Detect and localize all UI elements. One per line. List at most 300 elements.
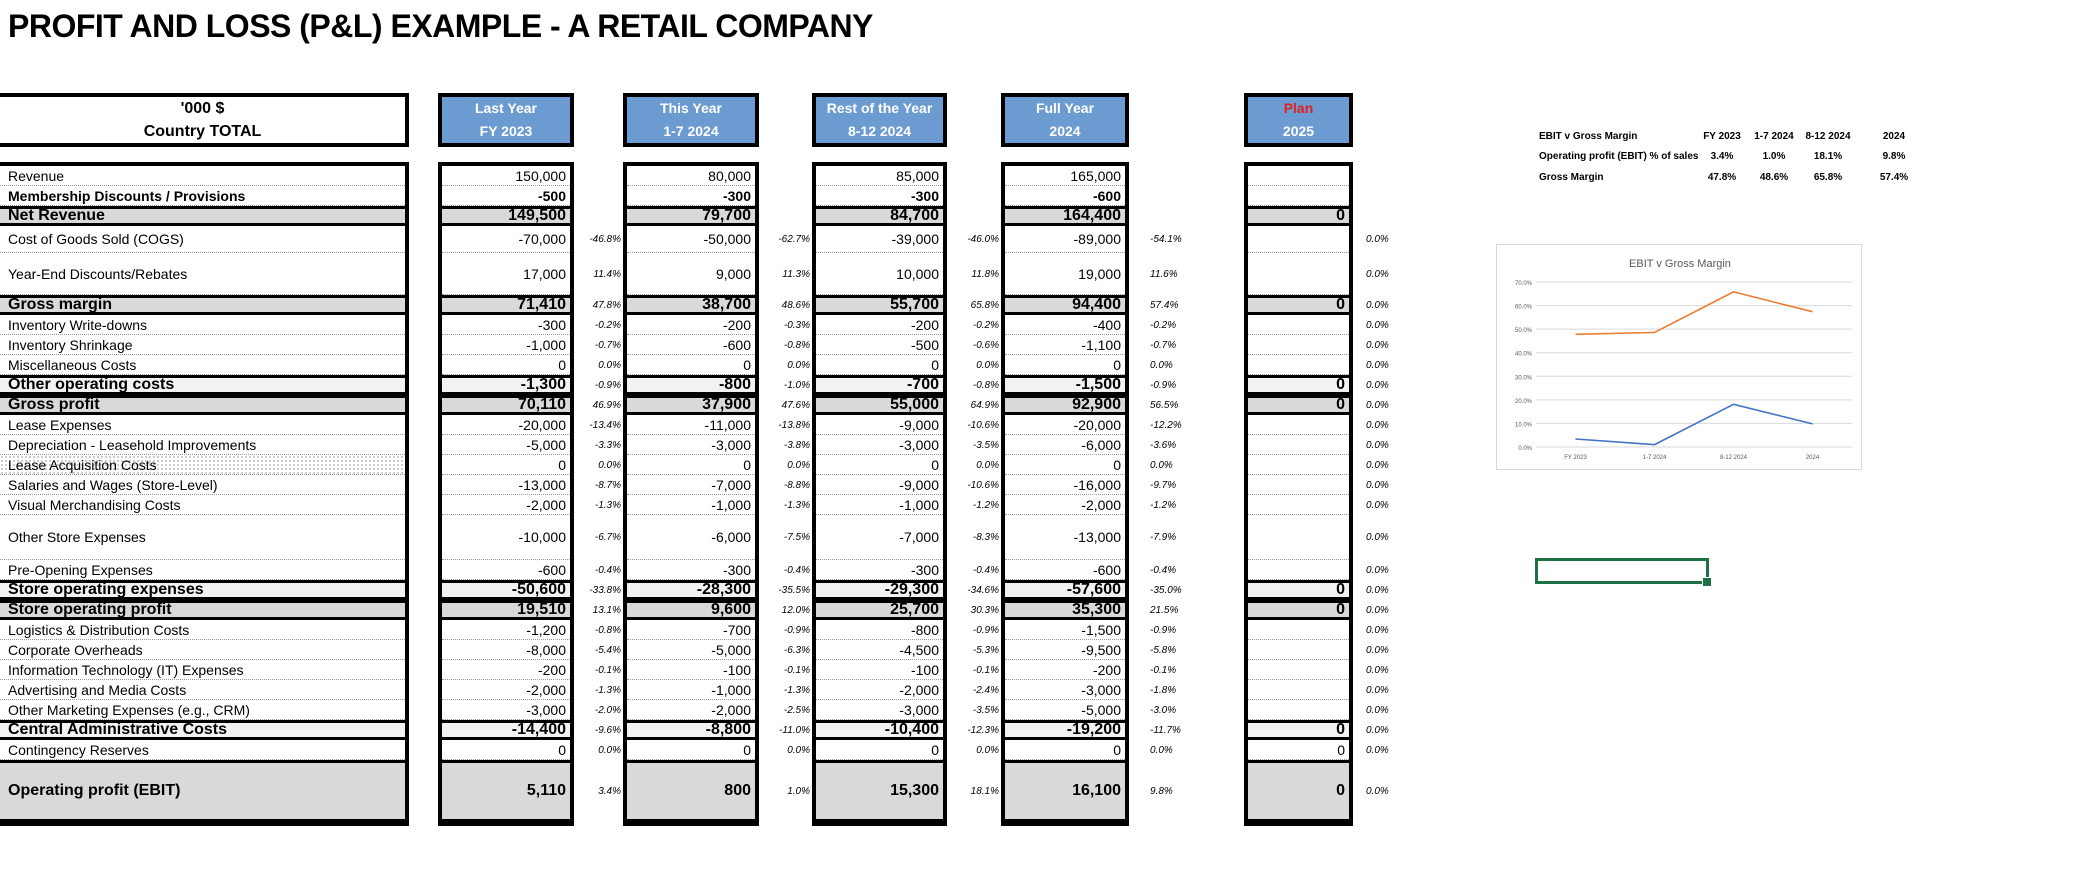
value-cell[interactable]: -300	[816, 186, 943, 206]
percent-cell[interactable]: 0.0%	[787, 744, 810, 756]
row-label[interactable]: Corporate Overheads	[0, 640, 405, 660]
value-cell[interactable]: 85,000	[816, 166, 943, 186]
percent-cell[interactable]: 0.0%	[1366, 532, 1389, 543]
summary-title[interactable]: EBIT v Gross Margin	[1539, 131, 1638, 142]
percent-cell[interactable]: 0.0%	[1366, 564, 1389, 576]
percent-cell[interactable]: -2.5%	[783, 704, 810, 716]
percent-cell[interactable]: -0.9%	[972, 624, 999, 636]
value-cell[interactable]	[1248, 186, 1349, 206]
row-label[interactable]: Other operating costs	[0, 375, 405, 395]
value-cell[interactable]: -1,000	[627, 495, 755, 515]
value-cell[interactable]: 164,400	[1005, 206, 1125, 226]
percent-cell[interactable]: -0.2%	[972, 319, 999, 331]
percent-cell[interactable]: -0.1%	[594, 664, 621, 676]
percent-cell[interactable]: 0.0%	[976, 359, 999, 371]
percent-cell[interactable]: 0.0%	[1366, 744, 1389, 756]
value-cell[interactable]: -10,000	[442, 515, 570, 560]
value-cell[interactable]: 37,900	[627, 395, 755, 415]
row-label[interactable]: Depreciation - Leasehold Improvements	[0, 435, 405, 455]
percent-cell[interactable]: 65.8%	[970, 299, 999, 311]
percent-cell[interactable]: 0.0%	[1366, 704, 1389, 716]
value-cell[interactable]: -3,000	[816, 700, 943, 720]
value-cell[interactable]: 0	[1248, 206, 1349, 226]
percent-cell[interactable]: 0.0%	[598, 359, 621, 371]
percent-cell[interactable]: -3.3%	[594, 439, 621, 451]
value-cell[interactable]: -9,000	[816, 475, 943, 495]
percent-cell[interactable]: -1.3%	[783, 499, 810, 511]
percent-cell[interactable]: 9.8%	[1150, 785, 1173, 797]
percent-cell[interactable]: 11.4%	[593, 268, 621, 280]
percent-cell[interactable]: 30.3%	[970, 604, 999, 616]
percent-cell[interactable]: 0.0%	[1150, 359, 1173, 371]
summary-value[interactable]: 3.4%	[1710, 151, 1734, 162]
percent-cell[interactable]: 64.9%	[970, 399, 999, 411]
value-cell[interactable]: -20,000	[1005, 415, 1125, 435]
percent-cell[interactable]: 56.5%	[1150, 399, 1179, 411]
value-cell[interactable]	[1248, 226, 1349, 253]
chart[interactable]	[1496, 244, 1862, 470]
summary-value[interactable]: 18.1%	[1813, 151, 1843, 162]
selected-cell[interactable]	[1535, 558, 1709, 584]
row-label[interactable]: Visual Merchandising Costs	[0, 495, 405, 515]
value-cell[interactable]: -700	[816, 375, 943, 395]
summary-row-label[interactable]: Gross Margin	[1539, 172, 1604, 183]
value-cell[interactable]: -600	[442, 560, 570, 580]
value-cell[interactable]: 35,300	[1005, 600, 1125, 620]
value-cell[interactable]: -2,000	[627, 700, 755, 720]
percent-cell[interactable]: -3.6%	[1150, 439, 1177, 451]
percent-cell[interactable]: -0.7%	[1150, 339, 1177, 351]
row-label[interactable]: Membership Discounts / Provisions	[0, 186, 405, 206]
value-cell[interactable]: -8,000	[442, 640, 570, 660]
value-cell[interactable]: 70,110	[442, 395, 570, 415]
percent-cell[interactable]: -0.9%	[1150, 624, 1177, 636]
value-cell[interactable]: -5,000	[627, 640, 755, 660]
percent-cell[interactable]: 0.0%	[1366, 604, 1389, 616]
percent-cell[interactable]: -0.1%	[972, 664, 999, 676]
summary-value[interactable]: 1.0%	[1762, 151, 1786, 162]
value-cell[interactable]: -9,000	[816, 415, 943, 435]
percent-cell[interactable]: 0.0%	[1150, 459, 1173, 471]
percent-cell[interactable]: 0.0%	[1366, 499, 1389, 511]
value-cell[interactable]: -200	[442, 660, 570, 680]
percent-cell[interactable]: 0.0%	[1366, 684, 1389, 696]
value-cell[interactable]: -600	[627, 335, 755, 355]
value-cell[interactable]: -2,000	[442, 495, 570, 515]
percent-cell[interactable]: 0.0%	[1366, 664, 1389, 676]
value-cell[interactable]: -300	[627, 186, 755, 206]
value-cell[interactable]: 92,900	[1005, 395, 1125, 415]
percent-cell[interactable]: -6.3%	[783, 644, 810, 656]
row-label[interactable]: Lease Expenses	[0, 415, 405, 435]
value-cell[interactable]: -1,000	[816, 495, 943, 515]
value-cell[interactable]: -1,000	[442, 335, 570, 355]
value-cell[interactable]: -1,500	[1005, 375, 1125, 395]
value-cell[interactable]: -600	[1005, 560, 1125, 580]
value-cell[interactable]: 5,110	[442, 760, 570, 822]
percent-cell[interactable]: -0.9%	[783, 624, 810, 636]
percent-cell[interactable]: 0.0%	[1366, 399, 1389, 411]
value-cell[interactable]: 0	[1248, 760, 1349, 822]
value-cell[interactable]: 10,000	[816, 253, 943, 295]
percent-cell[interactable]: -10.6%	[967, 419, 999, 431]
percent-cell[interactable]: -5.4%	[594, 644, 621, 656]
value-cell[interactable]: -8,800	[627, 720, 755, 740]
row-label[interactable]: Central Administrative Costs	[0, 720, 405, 740]
value-cell[interactable]	[1248, 700, 1349, 720]
value-cell[interactable]: -16,000	[1005, 475, 1125, 495]
percent-cell[interactable]: -9.6%	[594, 724, 621, 736]
percent-cell[interactable]: -0.4%	[783, 564, 810, 576]
value-cell[interactable]: -7,000	[816, 515, 943, 560]
percent-cell[interactable]: 18.1%	[970, 785, 999, 797]
row-label[interactable]: Salaries and Wages (Store-Level)	[0, 475, 405, 495]
percent-cell[interactable]: 0.0%	[1366, 785, 1389, 797]
percent-cell[interactable]: -34.6%	[967, 584, 999, 596]
percent-cell[interactable]: -0.2%	[594, 319, 621, 331]
value-cell[interactable]	[1248, 515, 1349, 560]
percent-cell[interactable]: -12.3%	[967, 724, 999, 736]
value-cell[interactable]: -6,000	[1005, 435, 1125, 455]
summary-row-label[interactable]: Operating profit (EBIT) % of sales	[1539, 151, 1699, 162]
percent-cell[interactable]: 0.0%	[1366, 479, 1389, 491]
value-cell[interactable]: -200	[816, 315, 943, 335]
percent-cell[interactable]: -1.0%	[783, 379, 810, 391]
percent-cell[interactable]: -7.9%	[1150, 532, 1177, 543]
percent-cell[interactable]: 0.0%	[1366, 319, 1389, 331]
value-cell[interactable]: 9,000	[627, 253, 755, 295]
value-cell[interactable]	[1248, 455, 1349, 475]
percent-cell[interactable]: 12.0%	[781, 604, 810, 616]
row-label[interactable]: Store operating expenses	[0, 580, 405, 600]
percent-cell[interactable]: -13.8%	[778, 419, 810, 431]
value-cell[interactable]: 0	[1248, 740, 1349, 760]
row-label[interactable]: Cost of Goods Sold (COGS)	[0, 226, 405, 253]
percent-cell[interactable]: -3.5%	[972, 439, 999, 451]
value-cell[interactable]: -1,200	[442, 620, 570, 640]
percent-cell[interactable]: 47.6%	[781, 399, 810, 411]
value-cell[interactable]: -89,000	[1005, 226, 1125, 253]
value-cell[interactable]: 19,510	[442, 600, 570, 620]
value-cell[interactable]: -800	[627, 375, 755, 395]
percent-cell[interactable]: -9.7%	[1150, 479, 1177, 491]
value-cell[interactable]	[1248, 640, 1349, 660]
value-cell[interactable]: 79,700	[627, 206, 755, 226]
value-cell[interactable]: 0	[1005, 455, 1125, 475]
value-cell[interactable]: 94,400	[1005, 295, 1125, 315]
percent-cell[interactable]: -54.1%	[1150, 234, 1182, 245]
value-cell[interactable]: -300	[627, 560, 755, 580]
percent-cell[interactable]: -8.3%	[972, 532, 999, 543]
percent-cell[interactable]: -0.9%	[594, 379, 621, 391]
row-label[interactable]: Other Store Expenses	[0, 515, 405, 560]
value-cell[interactable]: 0	[442, 455, 570, 475]
percent-cell[interactable]: -1.2%	[1150, 499, 1177, 511]
value-cell[interactable]	[1248, 620, 1349, 640]
value-cell[interactable]: -100	[627, 660, 755, 680]
value-cell[interactable]: -70,000	[442, 226, 570, 253]
value-cell[interactable]: 0	[627, 355, 755, 375]
percent-cell[interactable]: 0.0%	[598, 459, 621, 471]
percent-cell[interactable]: -3.5%	[972, 704, 999, 716]
percent-cell[interactable]: -0.8%	[783, 339, 810, 351]
value-cell[interactable]: -2,000	[1005, 495, 1125, 515]
value-cell[interactable]: -20,000	[442, 415, 570, 435]
row-label[interactable]: Other Marketing Expenses (e.g., CRM)	[0, 700, 405, 720]
summary-value[interactable]: 9.8%	[1882, 151, 1906, 162]
value-cell[interactable]: 0	[1005, 740, 1125, 760]
percent-cell[interactable]: 0.0%	[976, 459, 999, 471]
percent-cell[interactable]: 0.0%	[1366, 359, 1389, 371]
percent-cell[interactable]: -1.3%	[783, 684, 810, 696]
percent-cell[interactable]: 46.9%	[592, 399, 621, 411]
value-cell[interactable]: 25,700	[816, 600, 943, 620]
percent-cell[interactable]: -7.5%	[783, 532, 810, 543]
percent-cell[interactable]: 11.8%	[971, 268, 999, 280]
value-cell[interactable]: -13,000	[442, 475, 570, 495]
value-cell[interactable]: -11,000	[627, 415, 755, 435]
value-cell[interactable]: -3,000	[816, 435, 943, 455]
row-label[interactable]: Gross profit	[0, 395, 405, 415]
percent-cell[interactable]: 0.0%	[1366, 379, 1389, 391]
value-cell[interactable]: -5,000	[1005, 700, 1125, 720]
value-cell[interactable]	[1248, 680, 1349, 700]
row-label[interactable]: Miscellaneous Costs	[0, 355, 405, 375]
value-cell[interactable]: 0	[1248, 395, 1349, 415]
percent-cell[interactable]: -2.4%	[972, 684, 999, 696]
value-cell[interactable]: 9,600	[627, 600, 755, 620]
percent-cell[interactable]: 0.0%	[787, 459, 810, 471]
percent-cell[interactable]: -46.8%	[589, 234, 621, 245]
percent-cell[interactable]: -5.3%	[972, 644, 999, 656]
percent-cell[interactable]: -8.7%	[594, 479, 621, 491]
value-cell[interactable]: 0	[627, 740, 755, 760]
value-cell[interactable]: -100	[816, 660, 943, 680]
percent-cell[interactable]: 0.0%	[1366, 644, 1389, 656]
value-cell[interactable]	[1248, 253, 1349, 295]
percent-cell[interactable]: -12.2%	[1150, 419, 1182, 431]
value-cell[interactable]: 55,700	[816, 295, 943, 315]
percent-cell[interactable]: 11.6%	[1150, 268, 1178, 280]
summary-column-header[interactable]: 2024	[1882, 131, 1906, 142]
value-cell[interactable]	[1248, 166, 1349, 186]
value-cell[interactable]: -300	[442, 315, 570, 335]
percent-cell[interactable]: -0.9%	[1150, 379, 1177, 391]
value-cell[interactable]: -300	[816, 560, 943, 580]
percent-cell[interactable]: -33.8%	[589, 584, 621, 596]
row-label[interactable]: Inventory Write-downs	[0, 315, 405, 335]
percent-cell[interactable]: -10.6%	[967, 479, 999, 491]
value-cell[interactable]: 0	[442, 355, 570, 375]
value-cell[interactable]: 149,500	[442, 206, 570, 226]
row-label[interactable]: Advertising and Media Costs	[0, 680, 405, 700]
percent-cell[interactable]: 21.5%	[1150, 604, 1179, 616]
percent-cell[interactable]: -62.7%	[778, 234, 810, 245]
value-cell[interactable]: -600	[1005, 186, 1125, 206]
value-cell[interactable]: 38,700	[627, 295, 755, 315]
value-cell[interactable]: -700	[627, 620, 755, 640]
value-cell[interactable]: -4,500	[816, 640, 943, 660]
row-label[interactable]: Inventory Shrinkage	[0, 335, 405, 355]
percent-cell[interactable]: -1.2%	[972, 499, 999, 511]
value-cell[interactable]: -3,000	[627, 435, 755, 455]
value-cell[interactable]: 80,000	[627, 166, 755, 186]
value-cell[interactable]	[1248, 315, 1349, 335]
percent-cell[interactable]: 0.0%	[787, 359, 810, 371]
percent-cell[interactable]: 11.3%	[782, 268, 810, 280]
value-cell[interactable]	[1248, 495, 1349, 515]
value-cell[interactable]: 0	[1005, 355, 1125, 375]
value-cell[interactable]	[1248, 435, 1349, 455]
percent-cell[interactable]: -0.4%	[1150, 564, 1177, 576]
percent-cell[interactable]: 3.4%	[598, 785, 621, 797]
percent-cell[interactable]: -1.3%	[594, 499, 621, 511]
value-cell[interactable]: -10,400	[816, 720, 943, 740]
value-cell[interactable]: -1,100	[1005, 335, 1125, 355]
percent-cell[interactable]: 0.0%	[1366, 299, 1389, 311]
summary-column-header[interactable]: FY 2023	[1703, 131, 1741, 142]
value-cell[interactable]: -1,500	[1005, 620, 1125, 640]
value-cell[interactable]: 19,000	[1005, 253, 1125, 295]
row-label[interactable]: Gross margin	[0, 295, 405, 315]
percent-cell[interactable]: -0.6%	[972, 339, 999, 351]
value-cell[interactable]: 800	[627, 760, 755, 822]
value-cell[interactable]: -13,000	[1005, 515, 1125, 560]
value-cell[interactable]: 165,000	[1005, 166, 1125, 186]
summary-value[interactable]: 48.6%	[1759, 172, 1789, 183]
value-cell[interactable]: 0	[627, 455, 755, 475]
value-cell[interactable]	[1248, 560, 1349, 580]
row-label[interactable]: Pre-Opening Expenses	[0, 560, 405, 580]
percent-cell[interactable]: 0.0%	[1366, 439, 1389, 451]
percent-cell[interactable]: -3.0%	[1150, 704, 1177, 716]
value-cell[interactable]: -500	[816, 335, 943, 355]
value-cell[interactable]	[1248, 335, 1349, 355]
value-cell[interactable]: -29,300	[816, 580, 943, 600]
percent-cell[interactable]: 0.0%	[1366, 459, 1389, 471]
value-cell[interactable]: -14,400	[442, 720, 570, 740]
percent-cell[interactable]: -8.8%	[783, 479, 810, 491]
value-cell[interactable]: 0	[816, 740, 943, 760]
percent-cell[interactable]: 0.0%	[1366, 268, 1389, 280]
value-cell[interactable]	[1248, 475, 1349, 495]
percent-cell[interactable]: -0.3%	[783, 319, 810, 331]
percent-cell[interactable]: -11.0%	[779, 724, 810, 736]
percent-cell[interactable]: -0.2%	[1150, 319, 1177, 331]
value-cell[interactable]: -9,500	[1005, 640, 1125, 660]
percent-cell[interactable]: -46.0%	[967, 234, 999, 245]
row-label[interactable]: Contingency Reserves	[0, 740, 405, 760]
value-cell[interactable]: 55,000	[816, 395, 943, 415]
percent-cell[interactable]: -11.7%	[1150, 724, 1181, 736]
percent-cell[interactable]: -3.8%	[783, 439, 810, 451]
percent-cell[interactable]: -0.7%	[594, 339, 621, 351]
value-cell[interactable]: 150,000	[442, 166, 570, 186]
value-cell[interactable]: 0	[1248, 580, 1349, 600]
value-cell[interactable]: 84,700	[816, 206, 943, 226]
value-cell[interactable]: -1,000	[627, 680, 755, 700]
percent-cell[interactable]: 0.0%	[1366, 419, 1389, 431]
value-cell[interactable]: -28,300	[627, 580, 755, 600]
value-cell[interactable]: -2,000	[442, 680, 570, 700]
percent-cell[interactable]: -35.5%	[778, 584, 810, 596]
percent-cell[interactable]: -0.1%	[1150, 664, 1177, 676]
value-cell[interactable]: -200	[627, 315, 755, 335]
percent-cell[interactable]: 47.8%	[592, 299, 621, 311]
value-cell[interactable]: -400	[1005, 315, 1125, 335]
value-cell[interactable]: -200	[1005, 660, 1125, 680]
percent-cell[interactable]: -0.8%	[972, 379, 999, 391]
value-cell[interactable]: -19,200	[1005, 720, 1125, 740]
percent-cell[interactable]: -35.0%	[1150, 584, 1182, 596]
value-cell[interactable]: -1,300	[442, 375, 570, 395]
percent-cell[interactable]: -0.8%	[594, 624, 621, 636]
percent-cell[interactable]: -2.0%	[594, 704, 621, 716]
percent-cell[interactable]: -0.4%	[972, 564, 999, 576]
row-label[interactable]: Store operating profit	[0, 600, 405, 620]
percent-cell[interactable]: 0.0%	[1366, 339, 1389, 351]
value-cell[interactable]	[1248, 415, 1349, 435]
value-cell[interactable]	[1248, 355, 1349, 375]
value-cell[interactable]: -2,000	[816, 680, 943, 700]
row-label[interactable]: Year-End Discounts/Rebates	[0, 253, 405, 295]
percent-cell[interactable]: 0.0%	[1366, 724, 1389, 736]
percent-cell[interactable]: 0.0%	[1366, 624, 1389, 636]
row-label[interactable]: Logistics & Distribution Costs	[0, 620, 405, 640]
value-cell[interactable]: -5,000	[442, 435, 570, 455]
summary-value[interactable]: 57.4%	[1879, 172, 1909, 183]
fill-handle[interactable]	[1702, 577, 1712, 587]
percent-cell[interactable]: 0.0%	[1366, 234, 1389, 245]
percent-cell[interactable]: 1.0%	[787, 785, 810, 797]
percent-cell[interactable]: -5.8%	[1150, 644, 1177, 656]
summary-column-header[interactable]: 8-12 2024	[1805, 131, 1851, 142]
percent-cell[interactable]: -1.8%	[1150, 684, 1177, 696]
value-cell[interactable]: -3,000	[442, 700, 570, 720]
value-cell[interactable]: 0	[1248, 375, 1349, 395]
value-cell[interactable]: 17,000	[442, 253, 570, 295]
value-cell[interactable]: -39,000	[816, 226, 943, 253]
value-cell[interactable]: -800	[816, 620, 943, 640]
row-label[interactable]: Operating profit (EBIT)	[0, 760, 405, 822]
percent-cell[interactable]: 48.6%	[781, 299, 810, 311]
summary-value[interactable]: 65.8%	[1813, 172, 1843, 183]
percent-cell[interactable]: -1.3%	[594, 684, 621, 696]
percent-cell[interactable]: 0.0%	[1366, 584, 1389, 596]
value-cell[interactable]: -50,600	[442, 580, 570, 600]
value-cell[interactable]: -57,600	[1005, 580, 1125, 600]
value-cell[interactable]: -7,000	[627, 475, 755, 495]
value-cell[interactable]: 16,100	[1005, 760, 1125, 822]
percent-cell[interactable]: 13.1%	[592, 604, 621, 616]
value-cell[interactable]: 0	[1248, 295, 1349, 315]
summary-value[interactable]: 47.8%	[1707, 172, 1737, 183]
percent-cell[interactable]: -6.7%	[594, 532, 621, 543]
value-cell[interactable]	[1248, 660, 1349, 680]
percent-cell[interactable]: 0.0%	[1150, 744, 1173, 756]
row-label[interactable]: Information Technology (IT) Expenses	[0, 660, 405, 680]
row-label[interactable]: Net Revenue	[0, 206, 405, 226]
value-cell[interactable]: -3,000	[1005, 680, 1125, 700]
percent-cell[interactable]: 0.0%	[976, 744, 999, 756]
row-label[interactable]: Lease Acquisition Costs	[0, 455, 405, 475]
value-cell[interactable]: -50,000	[627, 226, 755, 253]
value-cell[interactable]: 0	[816, 355, 943, 375]
percent-cell[interactable]: 57.4%	[1150, 299, 1179, 311]
percent-cell[interactable]: -0.1%	[783, 664, 810, 676]
value-cell[interactable]: -6,000	[627, 515, 755, 560]
percent-cell[interactable]: -0.4%	[594, 564, 621, 576]
